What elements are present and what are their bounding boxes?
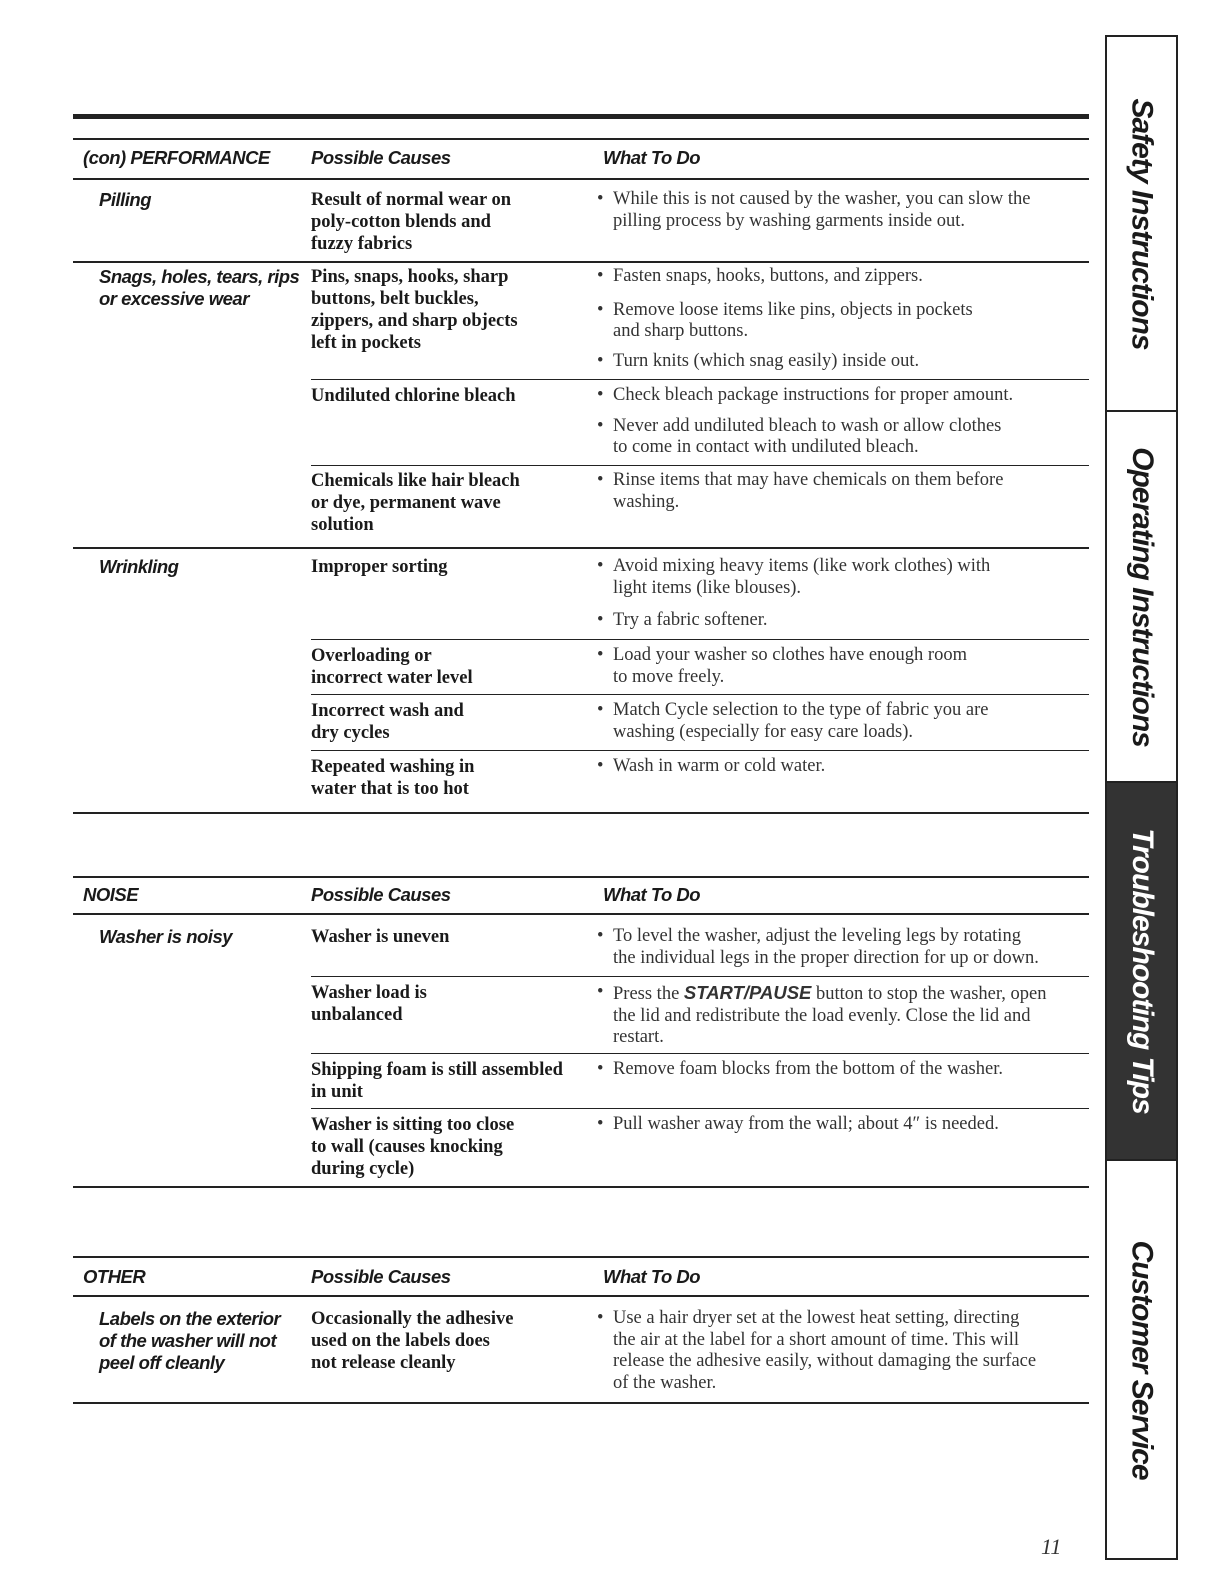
section-heading: OTHER [83, 1266, 146, 1287]
todo-column-header: What To Do [603, 147, 701, 168]
todo-list [596, 556, 990, 632]
section-heading: (con) PERFORMANCE [83, 147, 270, 168]
todo-list [596, 1059, 1003, 1081]
tab-safety-instructions[interactable] [1107, 37, 1176, 412]
cause-divider [311, 750, 1089, 751]
todo-list [596, 470, 1003, 513]
todo-item: • Match Cycle selection to the type of fabric you are washing (especially for easy care loads). [596, 700, 989, 743]
start-pause-button-name: START/PAUSE [683, 982, 812, 1003]
todo-list [596, 385, 1013, 459]
section-top-rule [73, 876, 1089, 878]
cause-divider [311, 694, 1089, 695]
section-top-rule [73, 114, 1089, 119]
possible-cause: Shipping foam is still assembled in unit [311, 1060, 563, 1102]
causes-column-header: Possible Causes [311, 147, 451, 168]
possible-cause: Washer load is unbalanced [311, 983, 427, 1025]
todo-item: • Fasten snaps, hooks, buttons, and zippers. [596, 266, 973, 288]
cause-divider [311, 465, 1089, 466]
chapter-tabs [1105, 35, 1178, 1560]
todo-item: • Turn knits (which snag easily) inside out. [596, 351, 973, 373]
section-bottom-rule [73, 1402, 1089, 1404]
todo-list [596, 756, 825, 778]
problem-title: Wrinkling [99, 556, 179, 577]
causes-column-header: Possible Causes [311, 1266, 451, 1287]
section-header-rule [73, 138, 1089, 140]
todo-item: • Remove foam blocks from the bottom of the washer. [596, 1059, 1003, 1081]
possible-cause: Washer is sitting too close to wall (causes knocking during cycle) [311, 1115, 515, 1179]
tab-operating-instructions[interactable] [1107, 412, 1176, 783]
section-bottom-rule [73, 1186, 1089, 1188]
section-bottom-rule [73, 812, 1089, 814]
header-bottom-rule [73, 913, 1089, 915]
todo-item: • Remove loose items like pins, objects in pockets and sharp buttons. [596, 300, 973, 343]
header-bottom-rule [73, 1295, 1089, 1297]
problem-title: Washer is noisy [99, 926, 233, 947]
todo-list [596, 982, 1047, 1049]
possible-cause: Improper sorting [311, 557, 448, 577]
todo-column-header: What To Do [603, 1266, 701, 1287]
section-heading: NOISE [83, 884, 139, 905]
page-number: 11 [1041, 1534, 1062, 1559]
cause-divider [311, 1053, 1089, 1054]
section-top-rule [73, 1256, 1089, 1258]
problem-title: Labels on the exterior of the washer will not peel off cleanly [99, 1308, 281, 1373]
possible-cause: Occasionally the adhesive used on the labels does not release cleanly [311, 1309, 514, 1373]
possible-cause: Washer is uneven [311, 927, 450, 947]
possible-cause: Overloading or incorrect water level [311, 646, 473, 688]
todo-item: • To level the washer, adjust the leveling legs by rotating the individual legs in the proper direction for up or down. [596, 926, 1039, 969]
todo-item [596, 982, 1047, 1049]
tab-label: Operating Instructions [1125, 446, 1159, 747]
todo-item: • Use a hair dryer set at the lowest heat setting, directing the air at the label for a short amount of time. This will release the adhesive easily, without damaging the surface of the washer. [596, 1308, 1036, 1394]
todo-item-text: button to stop the washer, open [811, 984, 1047, 1004]
todo-item: • Rinse items that may have chemicals on them before washing. [596, 470, 1003, 513]
todo-list [596, 926, 1039, 969]
todo-item-text: Press the [613, 984, 684, 1004]
cause-divider [311, 976, 1089, 977]
todo-list [596, 1114, 999, 1136]
causes-column-header: Possible Causes [311, 884, 451, 905]
cause-divider [311, 379, 1089, 380]
tab-troubleshooting-tips[interactable] [1107, 783, 1176, 1161]
todo-column-header: What To Do [603, 884, 701, 905]
possible-cause: Result of normal wear on poly-cotton blends and fuzzy fabrics [311, 190, 512, 254]
possible-cause: Chemicals like hair bleach or dye, permanent wave solution [311, 471, 520, 535]
todo-item: • Avoid mixing heavy items (like work clothes) with light items (like blouses). [596, 556, 990, 599]
todo-item-text: the lid and redistribute the load evenly. Close the lid and restart. [613, 1005, 1031, 1047]
cause-divider [311, 1108, 1089, 1109]
todo-list [596, 645, 967, 688]
possible-cause: Pins, snaps, hooks, sharp buttons, belt buckles, zippers, and sharp objects left in pockets [311, 267, 518, 353]
todo-item: • While this is not caused by the washer, you can slow the pilling process by washing garments inside out. [596, 189, 1030, 232]
todo-list [596, 189, 1030, 232]
todo-item: • Pull washer away from the wall; about 4″ is needed. [596, 1114, 999, 1136]
tab-customer-service[interactable] [1107, 1161, 1176, 1558]
problem-divider [73, 261, 1089, 263]
tab-label: Safety Instructions [1125, 97, 1159, 350]
problem-title: Snags, holes, tears, rips or excessive wear [99, 266, 300, 309]
todo-item: • Wash in warm or cold water. [596, 756, 825, 778]
header-bottom-rule [73, 178, 1089, 180]
tab-label: Troubleshooting Tips [1125, 828, 1159, 1114]
todo-list [596, 700, 989, 743]
todo-item: • Load your washer so clothes have enough room to move freely. [596, 645, 967, 688]
todo-list [596, 266, 973, 372]
cause-divider [311, 639, 1089, 640]
todo-list [596, 1308, 1036, 1394]
todo-item: • Check bleach package instructions for proper amount. [596, 385, 1013, 407]
possible-cause: Repeated washing in water that is too hot [311, 757, 475, 799]
possible-cause: Incorrect wash and dry cycles [311, 701, 464, 743]
problem-title: Pilling [99, 189, 151, 210]
todo-item: • Never add undiluted bleach to wash or allow clothes to come in contact with undiluted bleach. [596, 416, 1013, 459]
problem-divider [73, 547, 1089, 549]
tab-label: Customer Service [1125, 1239, 1159, 1480]
possible-cause: Undiluted chlorine bleach [311, 386, 516, 406]
todo-item: • Try a fabric softener. [596, 610, 990, 632]
